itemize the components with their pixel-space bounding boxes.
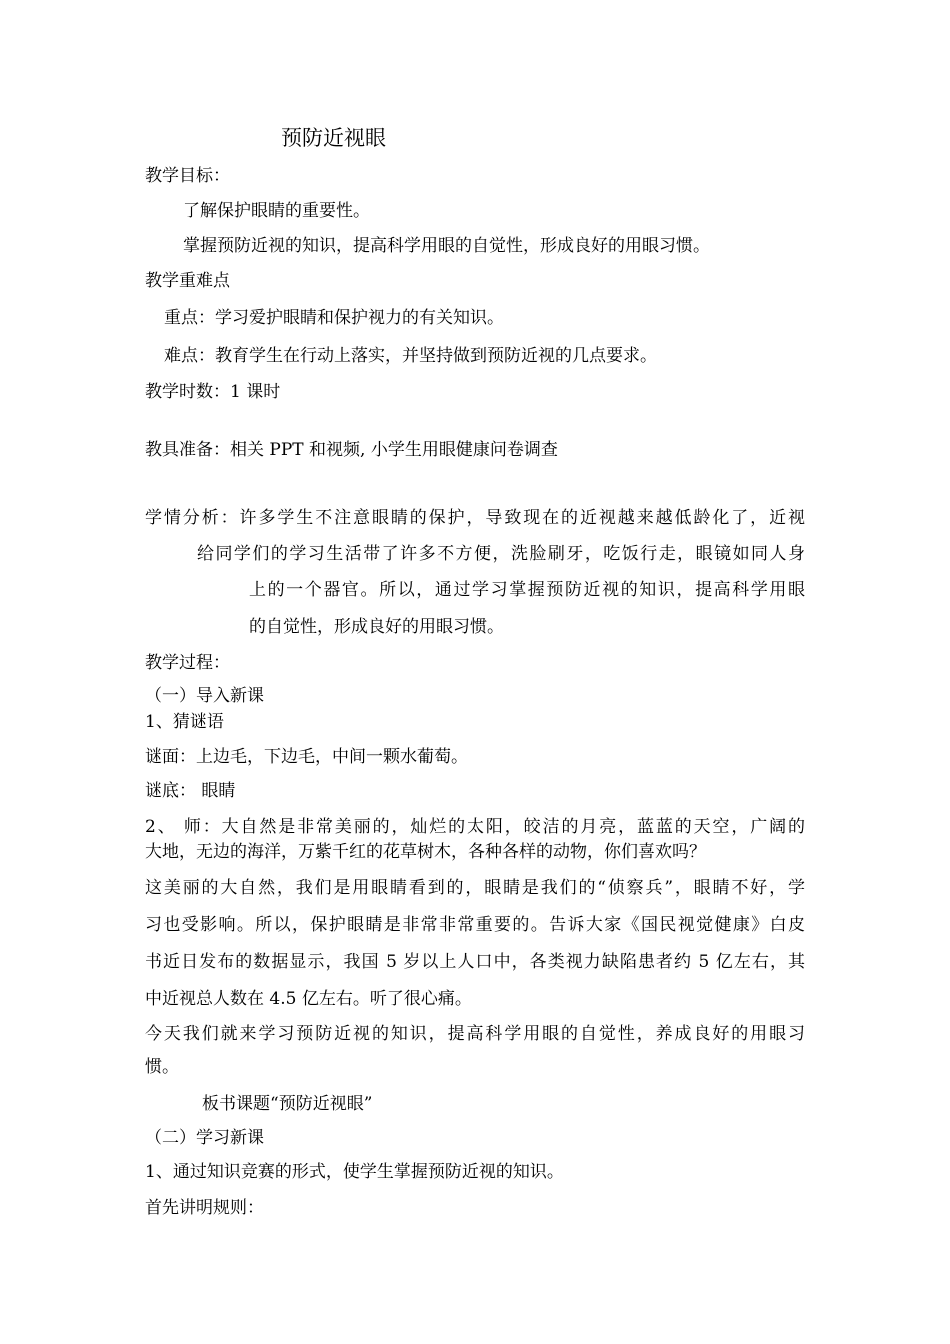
section-heading-process: 教学过程： xyxy=(145,653,230,673)
difficult-point: 难点：教育学生在行动上落实，并坚持做到预防近视的几点要求。 xyxy=(164,346,657,366)
paragraph-line-3: 书近日发布的数据显示，我国 5 岁以上人口中，各类视力缺陷患者约 5 亿左右，其 xyxy=(145,952,805,972)
subsection-introduction: （一）导入新课 xyxy=(145,686,264,706)
teaching-aids: 教具准备：相关 PPT 和视频, 小学生用眼健康问卷调查 xyxy=(145,440,558,460)
paragraph-line-2: 习也受影响。所以，保护眼睛是非常非常重要的。告诉大家《国民视觉健康》白皮 xyxy=(145,915,805,935)
paragraph-line-4: 中近视总人数在 4.5 亿左右。听了很心痛。 xyxy=(145,989,472,1009)
subsection-new-lesson: （二）学习新课 xyxy=(145,1128,264,1148)
board-title: 板书课题“预防近视眼” xyxy=(202,1094,373,1114)
paragraph-line-1: 这美丽的大自然，我们是用眼睛看到的，眼睛是我们的“侦察兵”，眼睛不好，学 xyxy=(145,878,805,898)
riddle-question: 谜面：上边毛，下边毛，中间一颗水葡萄。 xyxy=(145,747,468,767)
teacher-paragraph-line-1: 2、 师：大自然是非常美丽的，灿烂的太阳，皎洁的月亮，蓝蓝的天空，广阔的 xyxy=(145,817,805,837)
new-lesson-item-1: 1、通过知识竞赛的形式，使学生掌握预防近视的知识。 xyxy=(145,1162,564,1182)
rules-intro: 首先讲明规则： xyxy=(145,1198,264,1218)
analysis-line-1: 学情分析：许多学生不注意眼睛的保护，导致现在的近视越来越低龄化了，近视 xyxy=(145,508,805,528)
analysis-line-3: 上的一个器官。所以，通过学习掌握预防近视的知识，提高科学用眼 xyxy=(249,580,805,600)
analysis-line-4: 的自觉性，形成良好的用眼习惯。 xyxy=(249,617,504,637)
section-heading-key-points: 教学重难点 xyxy=(145,271,230,291)
objective-2: 掌握预防近视的知识，提高科学用眼的自觉性，形成良好的用眼习惯。 xyxy=(183,236,710,256)
objective-1: 了解保护眼睛的重要性。 xyxy=(183,201,370,221)
analysis-line-2: 给同学们的学习生活带了许多不方便，洗脸刷牙，吃饭行走，眼镜如同人身 xyxy=(197,544,805,564)
class-hours: 教学时数：1 课时 xyxy=(145,382,281,402)
paragraph-line-5: 今天我们就来学习预防近视的知识，提高科学用眼的自觉性，养成良好的用眼习 xyxy=(145,1024,805,1044)
document-title: 预防近视眼 xyxy=(281,126,386,150)
riddle-heading: 1、猜谜语 xyxy=(145,712,224,732)
teacher-paragraph-line-2: 大地，无边的海洋，万紫千红的花草树木，各种各样的动物，你们喜欢吗？ xyxy=(145,842,706,862)
key-point: 重点：学习爱护眼睛和保护视力的有关知识。 xyxy=(164,308,504,328)
section-heading-objectives: 教学目标： xyxy=(145,166,230,186)
paragraph-line-6: 惯。 xyxy=(145,1057,179,1077)
riddle-answer: 谜底： 眼睛 xyxy=(145,781,236,801)
